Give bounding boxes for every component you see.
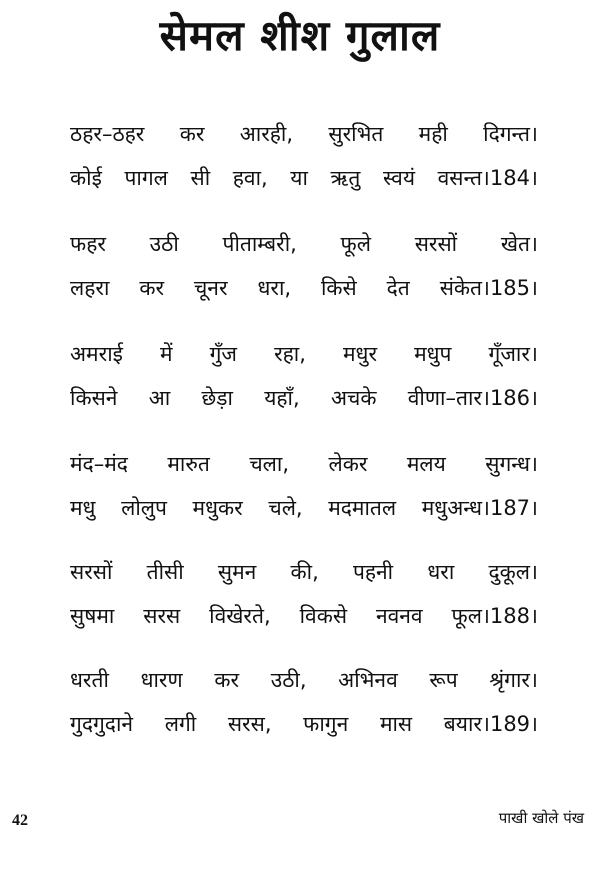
verse-line [70,594,538,638]
verse-word: मधु [70,496,96,520]
verse-word: मधुप [414,342,452,366]
verse-line [70,442,538,486]
stanza [70,332,538,420]
verse-word: सुगन्ध। [485,452,538,476]
verse-word: देत [386,276,410,300]
stanza [70,550,538,638]
verse-word: आ [148,386,171,410]
verse-word: चले, [268,496,303,520]
verse-word: गुँज [209,342,238,366]
verse-word: आरही, [239,122,294,146]
verse-word: या [290,166,308,190]
verse-word: छेड़ा [201,386,233,410]
verse-line [70,658,538,702]
verse-word: अचके [330,386,377,410]
verse-word: कर [214,668,240,692]
verse-word: विकसे [299,604,348,628]
book-title-footer: पाखी खोले पंख [498,809,584,827]
verse-word: दुकूल। [488,560,538,584]
verse-word: मधुअन्ध।187। [421,496,538,520]
verse-word: चला, [249,452,290,476]
verse-word: की, [290,560,319,584]
verse-line [70,702,538,746]
verse-word: सुरभित [328,122,384,146]
verse-word: सुषमा [70,604,115,628]
verse-word: लगी [164,712,197,736]
verse-word: किसे [320,276,357,300]
verse-word: मदमातल [328,496,397,520]
verse-word: लेकर [328,452,368,476]
verse-word: वसन्त।184। [437,166,538,190]
verse-word: पहनी [352,560,394,584]
verse-word: मधुकर [192,496,243,520]
verse-word: फूले [340,232,371,256]
verse-word: चूनर [193,276,228,300]
verse-word: सरसों [70,560,113,584]
verse-line [70,266,538,310]
verse-line [70,376,538,420]
verse-word: मलय [406,452,446,476]
verse-word: ठहर–ठहर [70,122,145,146]
page-number: 42 [12,812,28,829]
verse-word: स्वयं [383,166,416,190]
verse-word: विखेरते, [209,604,271,628]
verse-word: उठी, [270,668,307,692]
verse-word: अमराई [70,342,123,366]
verse-line [70,156,538,200]
verse-word: में [160,342,173,366]
verse-word: रूप [429,668,458,692]
verse-word: नवनव [375,604,423,628]
verse-word: मास [379,712,413,736]
verse-word: सरस [143,604,181,628]
verse-word: धरा [427,560,455,584]
verse-word: लोलुप [121,496,167,520]
verse-line [70,112,538,156]
verse-line [70,550,538,594]
stanza [70,222,538,310]
verse-word: संकेत।185। [439,276,538,300]
verse-word: रहा, [274,342,306,366]
verse-word: लहरा [70,276,110,300]
verse-word: मधुर [342,342,378,366]
verse-word: पीताम्बरी, [222,232,297,256]
poem-title: सेमल शीश गुलाल [159,11,441,60]
stanza [70,112,538,200]
verse-word: सरस, [227,712,272,736]
verse-word: कोई [70,166,102,190]
verse-line [70,486,538,530]
verse-line [70,332,538,376]
verse-word: कर [139,276,165,300]
verse-word: गुदगुदाने [70,712,134,736]
verse-word: वीणा–तार।186। [407,386,538,410]
verse-word: धरती [70,668,109,692]
verse-word: फागुन [303,712,349,736]
verse-word: हवा, [232,166,268,190]
stanza [70,658,538,746]
verse-word: बयार।189। [443,712,538,736]
verse-word: यहाँ, [264,386,300,410]
verse-word: किसने [70,386,118,410]
verse-word: गूँजार। [488,342,538,366]
verse-word: ऋतु [330,166,361,190]
verse-word: फहर [70,232,106,256]
verse-word: पागल [124,166,168,190]
verse-word: श्रृंगार। [489,668,538,692]
verse-word: तीसी [146,560,184,584]
verse-word: सुमन [217,560,257,584]
verse-word: अभिनव [338,668,398,692]
verse-word: कर [179,122,205,146]
verse-word: मारुत [167,452,210,476]
stanza [70,442,538,530]
verse-word: धारण [140,668,183,692]
verse-word: मंद–मंद [70,452,128,476]
verse-word: धरा, [257,276,292,300]
verse-word: सी [190,166,211,190]
verse-word: उठी [149,232,179,256]
verse-word: फूल।188। [451,604,538,628]
verse-line [70,222,538,266]
verse-word: मही [418,122,448,146]
verse-word: सरसों [414,232,458,256]
verse-word: खेत। [500,232,538,256]
verse-word: दिगन्त। [483,122,538,146]
